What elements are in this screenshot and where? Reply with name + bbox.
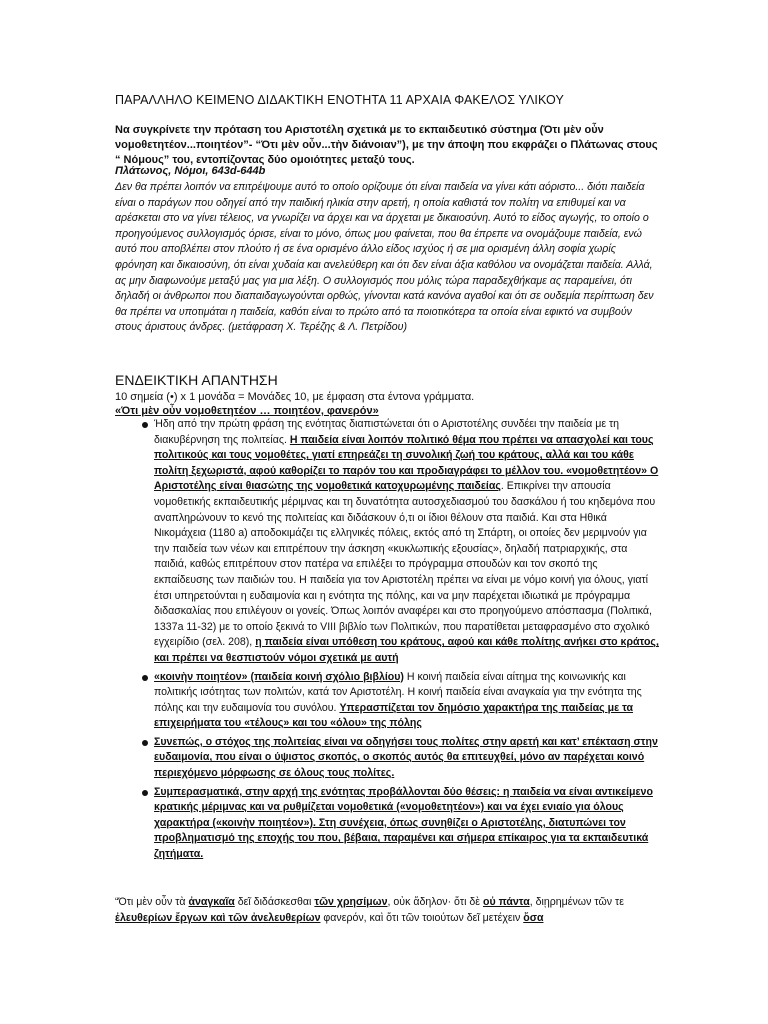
greek-emphasis: ὅσα xyxy=(523,911,544,924)
document-title: ΠΑΡΑΛΛΗΛΟ ΚΕΙΜΕΝΟ ΔΙΔΑΚΤΙΚΗ ΕΝΟΤΗΤΑ 11 ΑΡΧΑΙΑ ΦΑΚΕΛΟΣ ΥΛΙΚΟΥ xyxy=(115,93,564,107)
bullet-emphasis: «κοινὴν ποιητέον» (παιδεία κοινή σχόλιο βιβλίου) xyxy=(154,670,404,683)
source-citation: Πλάτωνος, Νόμοι, 643d-644b xyxy=(115,165,266,177)
bullet-emphasis: η παιδεία είναι υπόθεση του κράτους, αφού και κάθε πολίτης ανήκει στο κράτος, και πρέπει να θεσπιστούν νόμοι σχετικά με αυτή xyxy=(154,636,659,664)
bullet-dot-icon xyxy=(142,422,148,428)
bullet-item xyxy=(115,735,660,782)
greek-emphasis: οὐ πάντα xyxy=(482,896,530,908)
answer-heading: ΕΝΔΕΙΚΤΙΚΗ ΑΠΑΝΤΗΣΗ xyxy=(115,372,278,388)
bullet-emphasis: Η παιδεία είναι λοιπόν πολιτικό θέμα που πρέπει να απασχολεί και τους πολιτικούς και τους νομοθέτες, γιατί επηρεάζει τη συνολική ζωή του κράτους, αλλά και του κάθε πολίτη ξεχωριστά, αφού καθορίζει το παρόν του και προδιαγράφει το μέλλον του. «νομοθετητέον» Ο Αριστοτέλης είναι θιασώτης της νομοθετικά κατοχυρωμένης παιδείας xyxy=(154,433,659,493)
greek-original-text xyxy=(115,895,660,926)
bullet-text: Η κοινή παιδεία είναι αίτημα της κοινωνικής και πολιτικής ισότητας των πολιτών, κατά τον Αριστοτέλη. Η κοινή παιδεία είναι αναγκαία για την ενότητα της πόλης και την ευδαιμονία του συνόλου. xyxy=(154,670,642,714)
greek-text: , διῃρημένων τῶν τε xyxy=(529,896,624,908)
bullet-item xyxy=(115,417,660,667)
greek-text: , οὐκ ἄδηλον· ὅτι δὲ xyxy=(387,896,483,908)
greek-emphasis: τῶν χρησίμων xyxy=(314,896,388,908)
marks-block xyxy=(115,390,665,418)
question-text: Να συγκρίνετε την πρόταση του Αριστοτέλη σχετικά με το εκπαιδευτικό σύστημα (Ότι μὲν οὖν νομοθετητέον...ποιητέον”- “Ότι μὲν οὖν...τὴν διάνοιαν”), με την άποψη που εκφράζει ο Πλάτωνας στους “ Νόμους” του, εντοπίζοντας δύο ομοιότητες μεταξύ τους. xyxy=(115,124,658,166)
bullet-text: . Επικρίνει την απουσία νομοθετικής εκπαιδευτικής μέριμνας και τη δυνατότητα αυτοσχεδιασμού του δασκάλου ή του κηδεμόνα που αναπληρώνουν το κενό της πολιτείας και διδάσκουν ό,τι οι ίδιοι θέλουν στα παιδιά. Και στα Ηθικά Νικομάχεια (1180 a) αποδοκιμάζει τις ελληνικές πόλεις, εκτός από τη Σπάρτη, οι οποίες δεν μεριμνούν για την παιδεία των νέων και επιτρέπουν την άσκηση «κυκλωπικής εξουσίας», δηλαδή πατριαρχικής, στα παιδιά, καθώς επιτρέπουν στον πατέρα να επιλέξει το πρόγραμμα σπουδών και τον σκοπό της εκπαίδευσης των παιδιών του. Η παιδεία για τον Αριστοτέλη πρέπει να είναι με νόμο κοινή για όλους, γιατί έτσι υπηρετούνται η ευδαιμονία και η ενότητα της πόλης, και να μην παρέχεται ιδιωτικά με πρόγραμμα διδασκαλίας που επιλέγουν οι γονείς. Όπως λοιπόν αναφέρει και στο προηγούμενο απόσπασμα (Πολιτικά, 1337a 11-32) με το οποίο ξεκινά το VIII βιβλίο των Πολιτικών, που παρατίθεται μεταφρασμένο στο σχολικό εγχειρίδιο (σελ. 208), xyxy=(154,480,656,649)
bullet-item xyxy=(115,670,660,732)
bullet-dot-icon xyxy=(142,675,148,681)
bullet-emphasis: Συνεπώς, ο στόχος της πολιτείας είναι να οδηγήσει τους πολίτες στην αρετή και κατ’ επέκταση στην ευδαιμονία, που είναι ο ύψιστος σκοπός, ο σκοπός αυτός θα επιτευχθεί, μόνο αν παρέχεται κοινό περιεχόμενο μόρφωσης σε όλους τους πολίτες. xyxy=(154,735,658,780)
bullet-dot-icon xyxy=(142,740,148,746)
quote-line: «Ότι μὲν οὖν νομοθετητέον … ποιητέον, φανερόν» xyxy=(115,405,379,417)
greek-emphasis: ἀναγκαῖα xyxy=(188,896,235,908)
answer-bullets xyxy=(115,417,660,866)
bullet-item xyxy=(115,785,660,863)
marks-line: 10 σημεία (•) x 1 μονάδα = Μονάδες 10, με έμφαση στα έντονα γράμματα. xyxy=(115,391,475,403)
greek-text: δεῖ διδάσκεσθαι xyxy=(234,896,315,908)
bullet-emphasis: Υπερασπίζεται τον δημόσιο χαρακτήρα της παιδείας με τα επιχειρήματα του «τέλους» και του «όλου» της πόλης xyxy=(154,701,634,730)
bullet-text: Ήδη από την πρώτη φράση της ενότητας διαπιστώνεται ότι ο Αριστοτέλης συνδέει την παιδεία με τη διακυβέρνηση της πολιτείας. xyxy=(154,418,620,446)
plato-passage: Δεν θα πρέπει λοιπόν να επιτρέψουμε αυτό το οποίο ορίζουμε ότι είναι παιδεία να γίνει κάτι αόριστο... διότι παιδεία είναι ο παράγων που οδηγεί από την παιδική ηλικία στην αρετή, η οποία καθιστά τον πολίτη να επιθυμεί και να αρέσκεται στο να γίνει τέλειος, να γνωρίζει να άρχει και να άρχεται με δικαιοσύνη. Αυτό το είδος αγωγής, το οποίο ο προηγούμενος συλλογισμός όρισε, είναι το μόνο, όπως μου φαίνεται, που θα έπρεπε να ονομάζουμε παιδεία, ενώ αυτό που αποβλέπει στον πλούτο ή σε ένα ορισμένο άλλο είδος ισχύος ή σε μια ορισμένη άλλη σοφία χωρίς φρόνηση και δικαιοσύνη, ότι είναι χυδαία και ανελεύθερη και ότι δεν είναι άξια καθόλου να ονομάζεται παιδεία. Αλλά, ας μην διαφωνούμε μεταξύ μας για μια λέξη. Ο συλλογισμός που μόλις τώρα παραδεχθήκαμε ας παραμείνει, ότι δηλαδή οι άνθρωποι που διαπαιδαγωγούνται ορθώς, γίνονται κατά κανόνα αγαθοί και ότι σε ουδεμία περίπτωση δεν θα πρέπει να υποτιμάται η παιδεία, καθότι είναι το πρώτο από τα ποιοτικότερα τα οποία είναι εφικτό να συμβούν στους άριστους άνδρες. (μετάφραση Χ. Τερέζης & Λ. Πετρίδου) xyxy=(115,181,654,334)
greek-emphasis: ἐλευθερίων ἔργων καὶ τῶν ἀνελευθερίων xyxy=(115,911,321,924)
bullet-dot-icon xyxy=(142,790,148,796)
greek-text: φανερόν, καὶ ὅτι τῶν τοιούτων δεῖ μετέχειν xyxy=(320,911,524,924)
bullet-emphasis: Συμπερασματικά, στην αρχή της ενότητας προβάλλονται δύο θέσεις: η παιδεία να είναι αντικείμενο κρατικής μέριμνας και να ρυθμίζεται νομοθετικά («νομοθετητέον») και να έχει ενιαίο για όλους χαρακτήρα («κοινὴν ποιητέον»). Στη συνέχεια, όπως συνηθίζει ο Αριστοτέλης, διατυπώνει τον προβληματισμό της εποχής του που, βέβαια, παραμένει και σήμερα επίκαιρος για τα εκπαιδευτικά ζητήματα. xyxy=(154,785,653,861)
greek-text: “Ότι μὲν οὖν τὰ xyxy=(115,896,189,908)
